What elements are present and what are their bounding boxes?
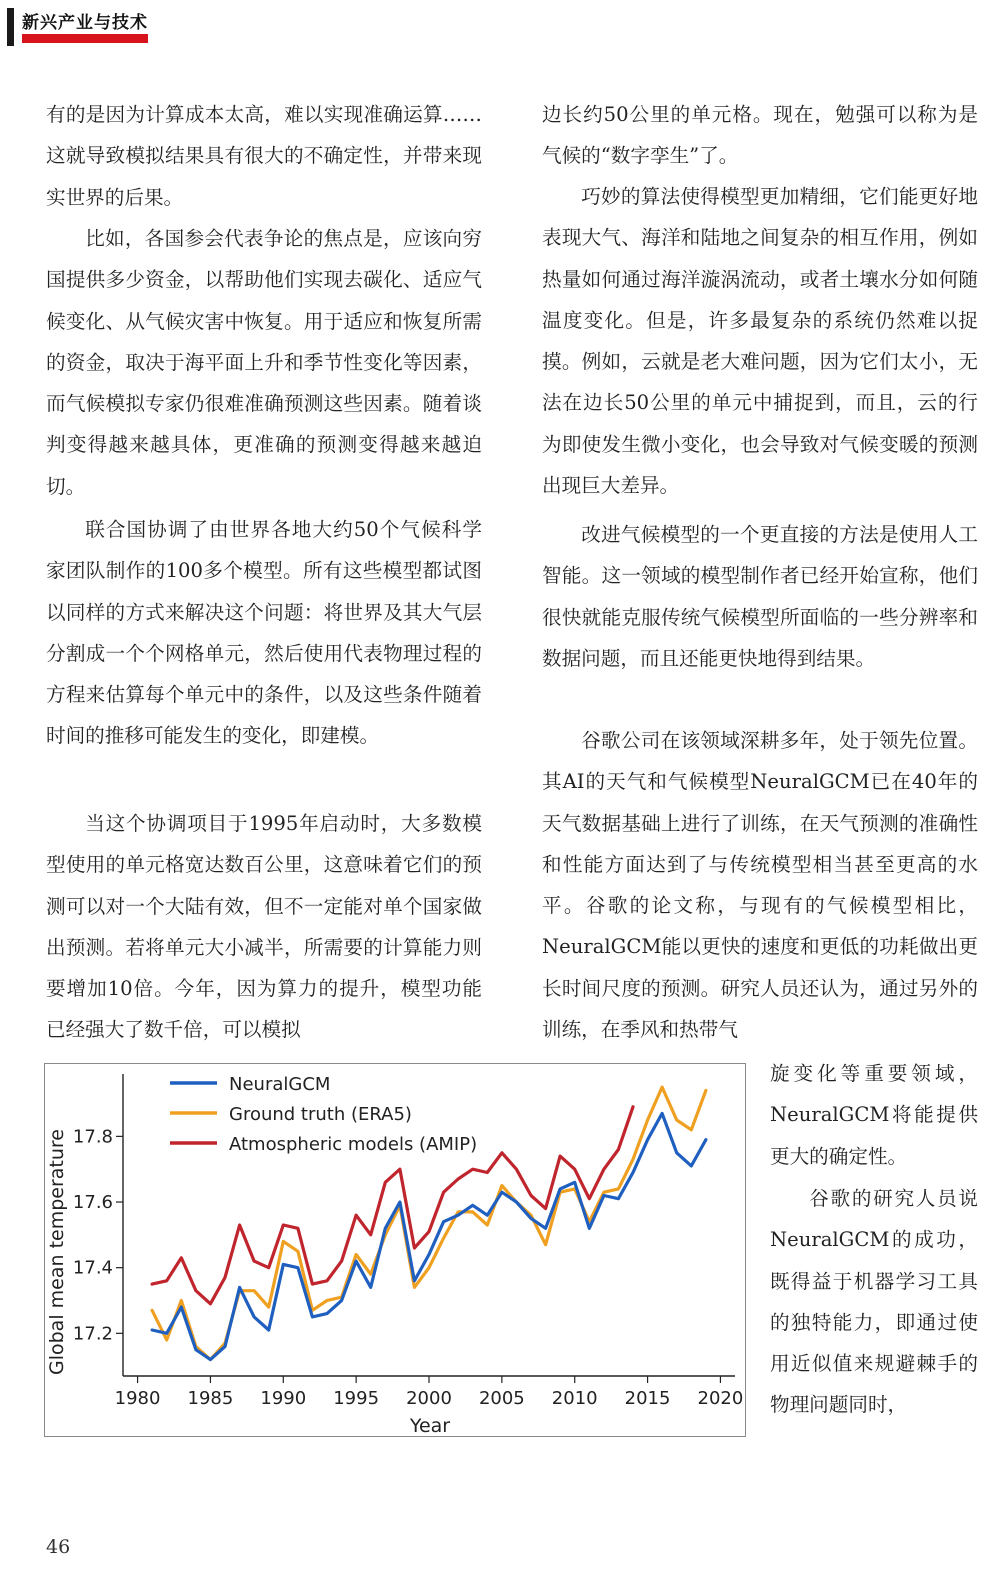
left-paragraph-3: 联合国协调了由世界各地大约50个气候科学家团队制作的100多个模型。所有这些模型都试图以同样的方式来解决这个问题：将世界及其大气层分割成一个个网格单元，然后使用代表物理过程的方程来估算每个单元中的条件，以及这些条件随着时间的推移可能发生的变化，即建模。 bbox=[46, 518, 482, 748]
x-tick-label: 1990 bbox=[260, 1388, 307, 1409]
x-tick-label: 2005 bbox=[478, 1388, 525, 1409]
y-tick-label: 17.8 bbox=[72, 1126, 113, 1148]
x-tick-label: 2020 bbox=[697, 1388, 744, 1409]
left-paragraph-4: 当这个协调项目于1995年启动时，大多数模型使用的单元格宽达数百公里，这意味着它们的预测可以对一个大陆有效，但不一定能对单个国家做出预测。若将单元大小减半，所需要的计算能力则要增加10倍。今年，因为算力的提升，模型功能已经强大了数千倍，可以模拟 bbox=[46, 812, 482, 1042]
y-tick-label: 17.4 bbox=[72, 1257, 113, 1279]
right-paragraph-4: 谷歌公司在该领域深耕多年，处于领先位置。其AI的天气和气候模型NeuralGCM已在40年的天气数据基础上进行了训练，在天气预测的准确性和性能方面达到了与传统模型相当甚至更高的水平。谷歌的论文称，与现有的气候模型相比，NeuralGCM能以更快的速度和更低的功耗做出更长时间尺度的预测。研究人员还认为，通过另外的训练，在季风和热带气 bbox=[542, 729, 978, 1042]
x-axis-label: Year bbox=[409, 1415, 451, 1436]
right-paragraph-1: 边长约50公里的单元格。现在，勉强可以称为是气候的“数字孪生”了。 bbox=[542, 103, 978, 168]
right-paragraph-3: 改进气候模型的一个更直接的方法是使用人工智能。这一领域的模型制作者已经开始宣称，他们很快就能克服传统气候模型所面临的一些分辨率和数据问题，而且还能更快地得到结果。 bbox=[542, 523, 978, 670]
right-paragraph-2: 巧妙的算法使得模型更加精细，它们能更好地表现大气、海洋和陆地之间复杂的相互作用，例如热量如何通过海洋漩涡流动，或者土壤水分如何随温度变化。但是，许多最复杂的系统仍然难以捉摸。例如，云就是老大难问题，因为它们太小，无法在边长50公里的单元中捕捉到，而且，云的行为即使发生微小变化，也会导致对气候变暖的预测出现巨大差异。 bbox=[542, 185, 978, 498]
series-line-ground-truth-era5 bbox=[152, 1087, 706, 1360]
legend-entry: Ground truth (ERA5) bbox=[229, 1104, 412, 1125]
x-tick-label: 2015 bbox=[624, 1388, 671, 1409]
chart-lines bbox=[152, 1087, 706, 1360]
x-tick-label: 1995 bbox=[333, 1388, 380, 1409]
chart-legend bbox=[170, 1074, 477, 1155]
y-tick-label: 17.2 bbox=[72, 1323, 113, 1345]
x-tick-label: 2010 bbox=[551, 1388, 598, 1409]
x-tick-label: 2000 bbox=[406, 1388, 452, 1409]
left-paragraph-1: 有的是因为计算成本太高，难以实现准确运算……这就导致模拟结果具有很大的不确定性，并带来现实世界的后果。 bbox=[46, 103, 482, 209]
legend-entry: Atmospheric models (AMIP) bbox=[229, 1134, 478, 1155]
right-paragraph-4-continued: 旋变化等重要领域，NeuralGCM将能提供更大的确定性。 bbox=[770, 1062, 978, 1168]
chart-svg bbox=[45, 1064, 745, 1436]
legend-entry: NeuralGCM bbox=[229, 1074, 331, 1095]
temperature-chart bbox=[44, 1063, 746, 1437]
y-tick-label: 17.6 bbox=[72, 1192, 113, 1214]
x-tick-label: 1980 bbox=[114, 1388, 161, 1409]
section-header-title: 新兴产业与技术 bbox=[22, 13, 148, 33]
header-red-underline bbox=[22, 34, 148, 43]
y-axis-label: Global mean temperature bbox=[46, 1129, 68, 1375]
right-paragraph-5: 谷歌的研究人员说NeuralGCM的成功，既得益于机器学习工具的独特能力，即通过使用近似值来规避棘手的物理问题同时， bbox=[770, 1187, 978, 1417]
x-tick-label: 1985 bbox=[187, 1388, 234, 1409]
page-number: 46 bbox=[46, 1536, 71, 1558]
header-accent-bar bbox=[7, 8, 14, 46]
left-paragraph-2: 比如，各国参会代表争论的焦点是，应该向穷国提供多少资金，以帮助他们实现去碳化、适应气候变化、从气候灾害中恢复。用于适应和恢复所需的资金，取决于海平面上升和季节性变化等因素，而气候模拟专家仍很难准确预测这些因素。随着谈判变得越来越具体，更准确的预测变得越来越迫切。 bbox=[46, 227, 482, 498]
